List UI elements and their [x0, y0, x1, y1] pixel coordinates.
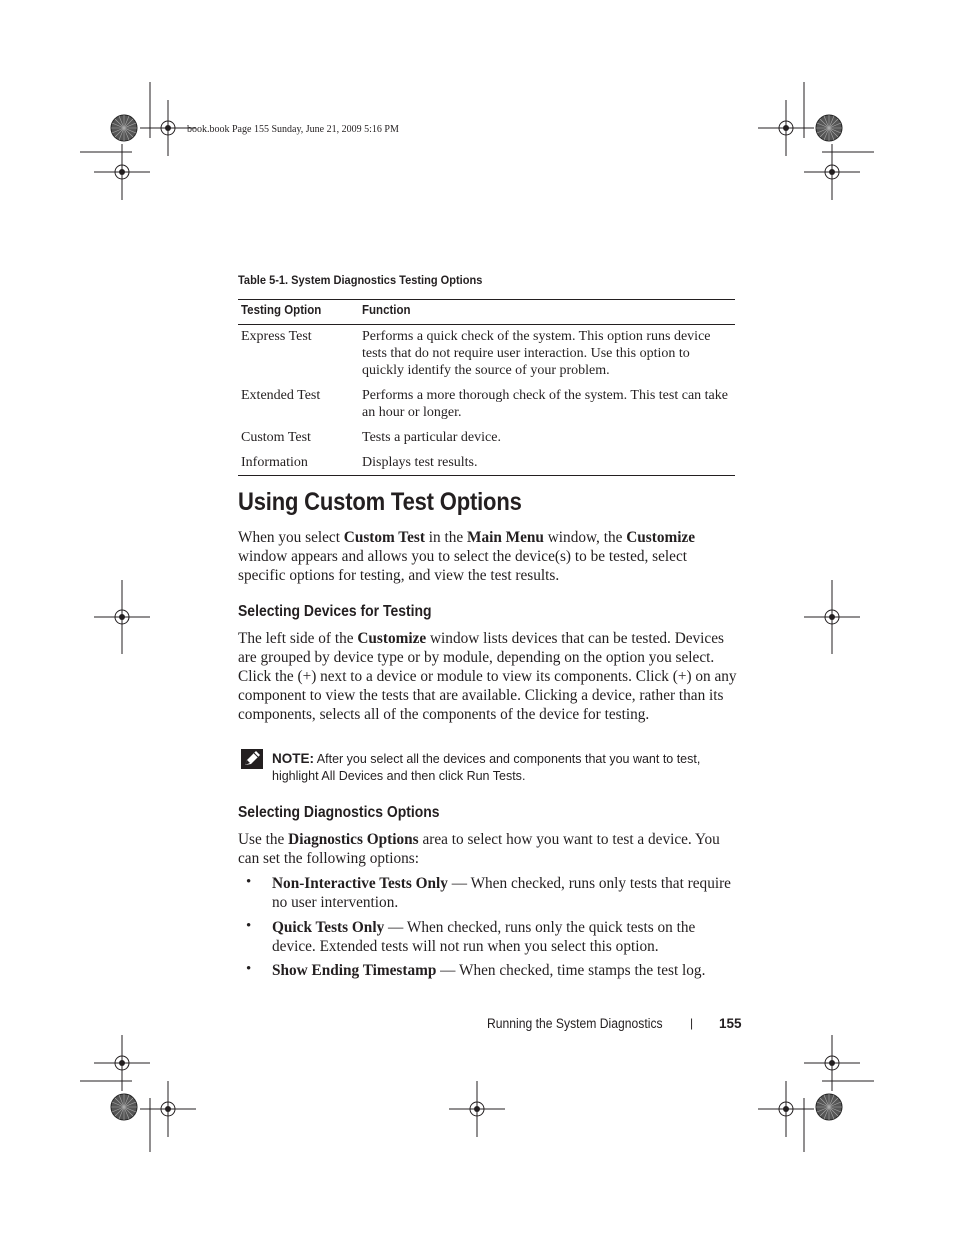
section-title: Using Custom Test Options	[238, 488, 522, 516]
color-wheel-icon	[111, 1094, 137, 1120]
table-cell-option: Extended Test	[241, 388, 321, 403]
bullet-marker: •	[246, 874, 252, 890]
subsection-title-devices: Selecting Devices for Testing	[238, 603, 432, 620]
table-cell-option: Custom Test	[241, 430, 311, 445]
option-item: Show Ending Timestamp — When checked, time stamps the test log.	[272, 962, 706, 979]
subsection-title-diagnostics: Selecting Diagnostics Options	[238, 804, 440, 821]
color-wheel-icon	[816, 115, 842, 141]
note-pencil-icon	[241, 749, 263, 769]
bullet-marker: •	[246, 918, 252, 934]
table-bottom-rule	[238, 475, 735, 476]
intro-paragraph: When you select Custom Test in the Main Menu window, the Customize window appears and allows you to select the device(s) to be tested, select specific options for testing, and view the test results.	[238, 529, 696, 584]
print-header: book.book Page 155 Sunday, June 21, 2009 5:16 PM	[187, 124, 399, 135]
diagnostics-paragraph: Use the Diagnostics Options area to select how you want to test a device. You can set the following options:	[238, 831, 720, 867]
table-cell-function: Performs a quick check of the system. This option runs device tests that do not require user interaction. Use this option to quickly identify the source of your problem.	[362, 329, 711, 378]
table-cell-option: Express Test	[241, 329, 312, 344]
running-footer-title: Running the System Diagnostics	[487, 1016, 663, 1031]
option-item: Non-Interactive Tests Only — When checked, runs only tests that require no user intervention.	[272, 875, 731, 911]
column-header-option: Testing Option	[241, 303, 322, 317]
table-caption: Table 5-1. System Diagnostics Testing Options	[238, 273, 483, 287]
option-item: Quick Tests Only — When checked, runs only the quick tests on the device. Extended tests will not run when you select this option.	[272, 919, 696, 955]
footer-separator: |	[690, 1016, 694, 1030]
crosshair-icon	[758, 1081, 814, 1137]
devices-paragraph: The left side of the Customize window lists devices that can be tested. Devices are grouped by device type or by module, depending on the option you select. Click the (+) next to a device or module to view its components. Click (+) on any component to view the tests that are available. Clicking a device, rather than its components, selects all of the components of the device for testing.	[238, 630, 737, 723]
page-number: 155	[719, 1016, 742, 1031]
table-header-rule	[238, 324, 735, 325]
crosshair-icon	[804, 1035, 860, 1091]
table-cell-function: Performs a more thorough check of the system. This test can take an hour or longer.	[362, 388, 728, 420]
crosshair-icon	[94, 1035, 150, 1091]
column-header-function: Function	[362, 303, 411, 317]
crosshair-icon	[140, 1081, 196, 1137]
color-wheel-icon	[111, 115, 137, 141]
crosshair-icon	[449, 1081, 505, 1137]
color-wheel-icon	[816, 1094, 842, 1120]
crosshair-icon	[758, 100, 814, 156]
bullet-marker: •	[246, 961, 252, 977]
table-top-rule	[238, 299, 735, 300]
table-cell-option: Information	[241, 455, 308, 470]
table-cell-function: Displays test results.	[362, 455, 478, 470]
table-cell-function: Tests a particular device.	[362, 430, 501, 445]
note: NOTE: After you select all the devices and components that you want to test, highlight All Devices and then click Run Tests.	[272, 751, 701, 783]
